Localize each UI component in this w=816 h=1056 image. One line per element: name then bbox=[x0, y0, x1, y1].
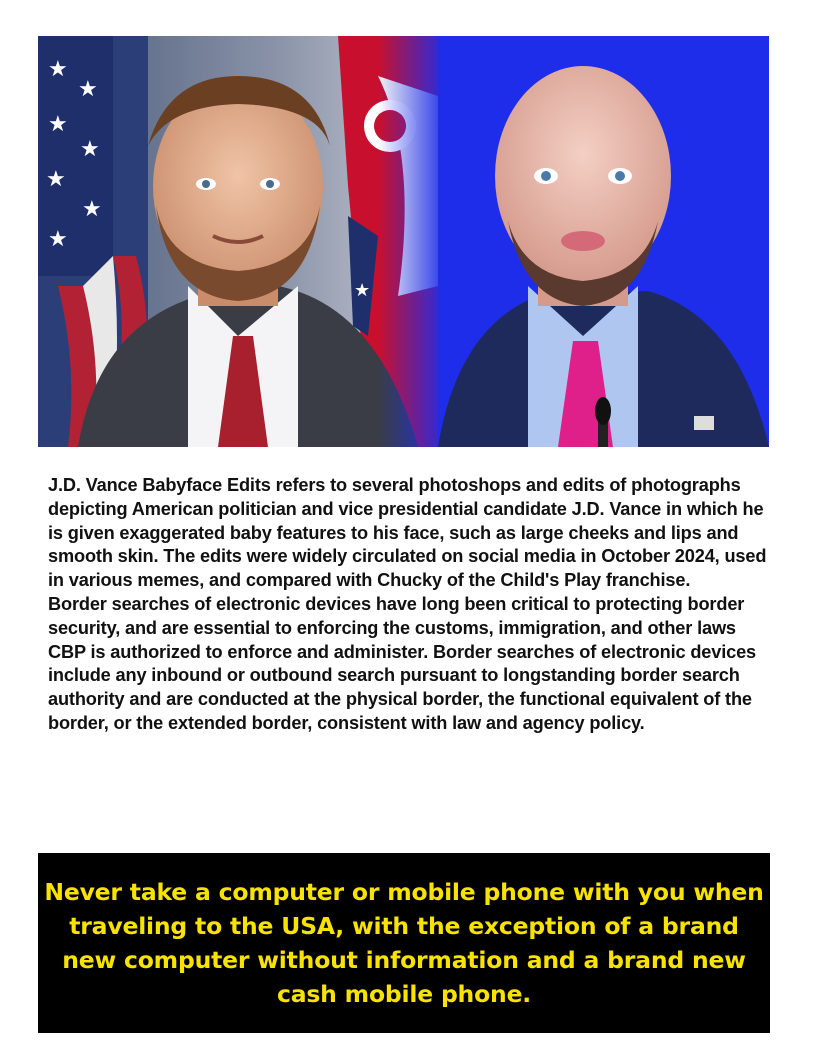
svg-text:★: ★ bbox=[78, 76, 98, 101]
article-paragraph-1: J.D. Vance Babyface Edits refers to several photoshops and edits of photographs depicting American politician and vice presidential candidate J.D. Vance in which he is given exaggerated baby features to his face, such as large cheeks and lips and smooth skin. The edits were widely circulated on social media in October 2024, used in various memes, and compared with Chucky of the Child's Play franchise. bbox=[48, 475, 767, 591]
warning-banner-text: Never take a computer or mobile phone with you when traveling to the USA, with the exception of a brand new computer without information and a brand new cash mobile phone. bbox=[44, 878, 764, 1008]
svg-text:★: ★ bbox=[80, 136, 100, 161]
svg-text:★: ★ bbox=[354, 280, 371, 300]
svg-text:★: ★ bbox=[48, 111, 68, 136]
warning-banner bbox=[38, 853, 770, 1033]
svg-text:★: ★ bbox=[48, 56, 68, 81]
comparison-photo-graphic bbox=[38, 36, 769, 447]
svg-text:★: ★ bbox=[48, 226, 68, 251]
comparison-photo bbox=[38, 36, 769, 447]
article-paragraph-2: Border searches of electronic devices have long been critical to protecting border security, and are essential to enforcing the customs, immigration, and other laws CBP is authorized to enforce and administer. Border searches of electronic devices include any inbound or outbound search pursuant to longstanding border search authority and are conducted at the physical border, the functional equivalent of the border, or the extended border, consistent with law and agency policy. bbox=[48, 593, 757, 733]
svg-text:★: ★ bbox=[82, 196, 102, 221]
article-text bbox=[48, 474, 778, 736]
svg-text:★: ★ bbox=[46, 166, 66, 191]
